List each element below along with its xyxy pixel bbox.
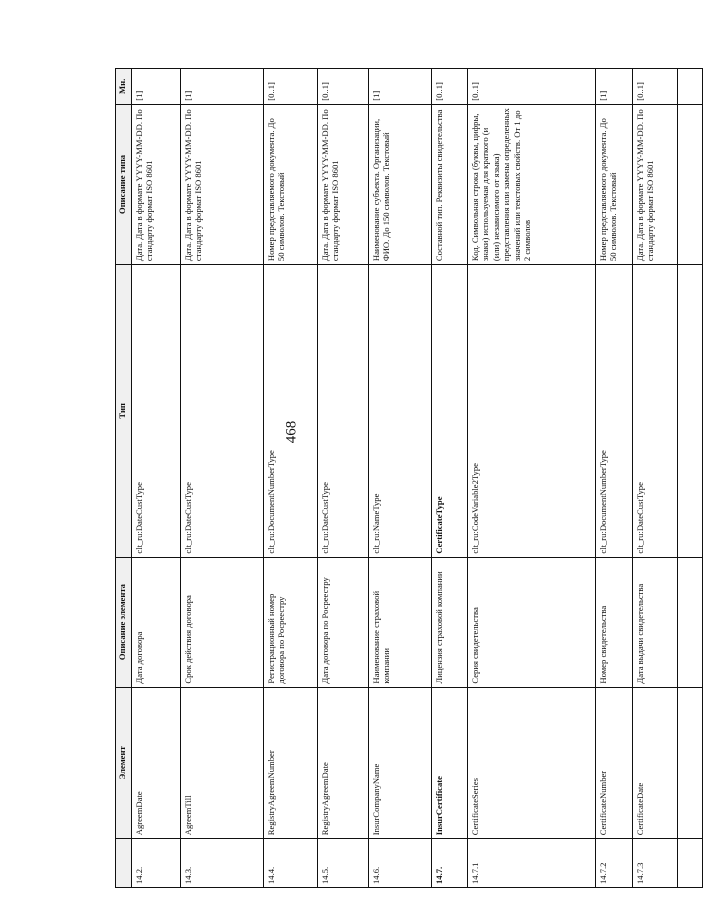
row-multiplicity: [1] [596, 69, 633, 105]
blank-cell [678, 265, 703, 558]
header-multiplicity: Мн. [116, 69, 132, 105]
row-type: clt_ru:DateCustType [318, 265, 369, 558]
row-element-description: Регистрационный номер договора по Росреестру [264, 557, 318, 687]
row-type-description: Дата. Дата в формате YYYY-MM-DD. По стандарту формат ISO 8601 [318, 104, 369, 264]
row-element-description: Дата договора [132, 557, 181, 687]
table-row [432, 69, 468, 888]
table-row [318, 69, 369, 888]
blank-cell [678, 839, 703, 888]
row-type: clt_ru:NameType [369, 265, 432, 558]
row-element: RegistryAgreemNumber [264, 687, 318, 839]
row-element-description: Дата договора по Росреестру [318, 557, 369, 687]
row-type-description: Номер представляемого документа. До 50 символов. Текстовый [596, 104, 633, 264]
row-number: 14.6. [369, 839, 432, 888]
row-element: CertificateDate [633, 687, 678, 839]
row-number: 14.3. [181, 839, 264, 888]
row-number: 14.4. [264, 839, 318, 888]
row-multiplicity: [0..1] [264, 69, 318, 105]
header-number [116, 839, 132, 888]
row-number: 14.5. [318, 839, 369, 888]
row-type: CertificateType [432, 265, 468, 558]
blank-cell [678, 69, 703, 105]
row-type: clt_ru:DateCustType [132, 265, 181, 558]
row-element-description: Наименование страховой компании [369, 557, 432, 687]
row-multiplicity: [0..1] [432, 69, 468, 105]
row-type: clt_ru:DateCustType [633, 265, 678, 558]
row-type: clt_ru:CodeVariable2Type [468, 265, 596, 558]
blank-cell [678, 557, 703, 687]
row-number: 14.2. [132, 839, 181, 888]
row-element-description: Серия свидетельства [468, 557, 596, 687]
blank-cell [678, 687, 703, 839]
table-header-row [116, 69, 132, 888]
row-element: InsurCertificate [432, 687, 468, 839]
row-type-description: Составной тип. Реквизиты свидетельства [432, 104, 468, 264]
header-type: Тип [116, 265, 132, 558]
row-type-description: Номер представляемого документа. До 50 символов. Текстовый [264, 104, 318, 264]
spec-table [115, 68, 703, 888]
blank-cell [678, 104, 703, 264]
header-element: Элемент [116, 687, 132, 839]
row-multiplicity: [0..1] [468, 69, 596, 105]
row-element: CertificateNumber [596, 687, 633, 839]
row-element: CertificateSeries [468, 687, 596, 839]
page-number-text: 468 [283, 420, 300, 444]
row-element: AgreemDate [132, 687, 181, 839]
row-multiplicity: [0..1] [318, 69, 369, 105]
table-row [468, 69, 596, 888]
row-element: RegistryAgreemDate [318, 687, 369, 839]
row-element-description: Дата выдачи свидетельства [633, 557, 678, 687]
row-element-description: Срок действия договора [181, 557, 264, 687]
row-type-description: Дата. Дата в формате YYYY-MM-DD. По стандарту формат ISO 8601 [132, 104, 181, 264]
table-row [596, 69, 633, 888]
row-type: clt_ru:DocumentNumberType [264, 265, 318, 558]
header-type-description: Описание типа [116, 104, 132, 264]
row-number: 14.7.1 [468, 839, 596, 888]
row-type-description: Дата. Дата в формате YYYY-MM-DD. По стандарту формат ISO 8601 [633, 104, 678, 264]
row-multiplicity: [0..1] [633, 69, 678, 105]
table-row [181, 69, 264, 888]
row-element-description: Номер свидетельства [596, 557, 633, 687]
row-multiplicity: [1] [181, 69, 264, 105]
table-row [264, 69, 318, 888]
table-row [633, 69, 678, 888]
row-number: 14.7.3 [633, 839, 678, 888]
row-type-description: Дата. Дата в формате YYYY-MM-DD. По стандарту формат ISO 8601 [181, 104, 264, 264]
row-element-description: Лицензия страховой компании [432, 557, 468, 687]
row-element: InsurCompanyName [369, 687, 432, 839]
rotated-spec-sheet [115, 68, 656, 888]
row-type-description: Наименование субъекта. Организации, ФИО. До 150 символов. Текстовый [369, 104, 432, 264]
row-type: clt_ru:DateCustType [181, 265, 264, 558]
row-element: AgreemTill [181, 687, 264, 839]
row-multiplicity: [1] [369, 69, 432, 105]
table-row-blank [678, 69, 703, 888]
row-number: 14.7. [432, 839, 468, 888]
row-type-description: Код. Символьная строка (буквы, цифры, знаки) используемая для краткого (и (или) независимого от языка) представления или замены определенных значений или текстовых свойств. От 1 до 2 символов [468, 104, 596, 264]
table-row [132, 69, 181, 888]
row-multiplicity: [1] [132, 69, 181, 105]
row-number: 14.7.2 [596, 839, 633, 888]
table-row [369, 69, 432, 888]
header-element-description: Описание элемента [116, 557, 132, 687]
row-type: clt_ru:DocumentNumberType [596, 265, 633, 558]
